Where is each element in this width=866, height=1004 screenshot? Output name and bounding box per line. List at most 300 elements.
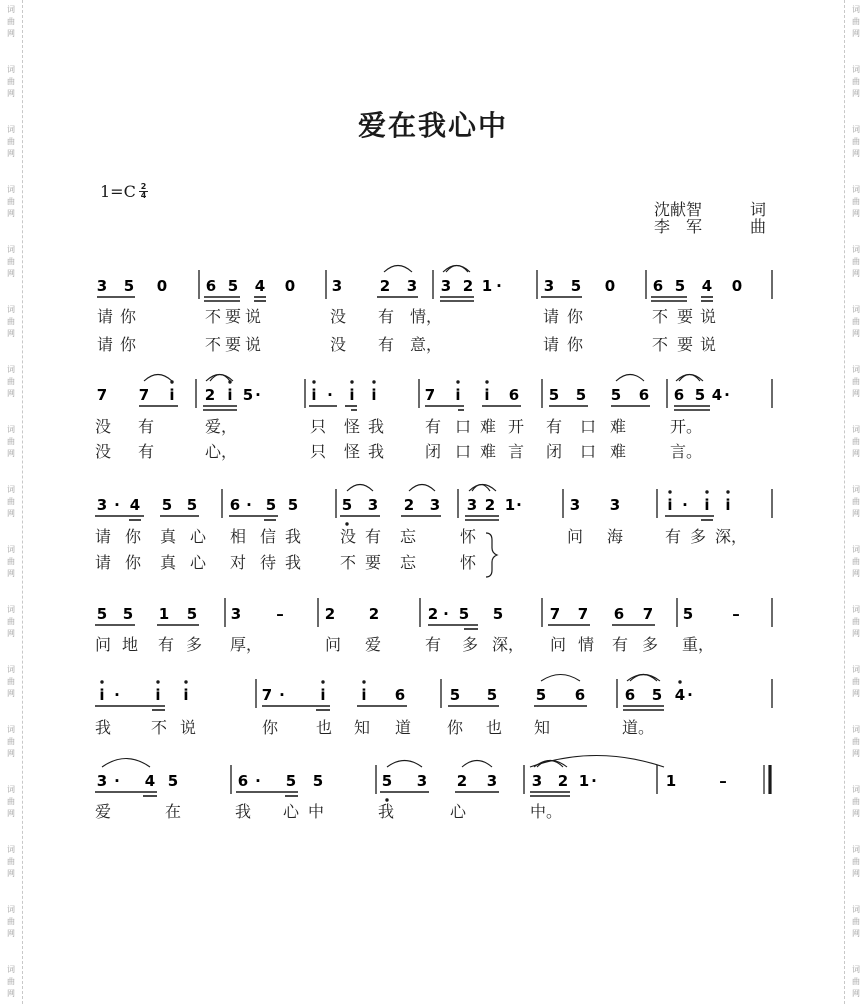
time-signature-top: 2 [140, 182, 147, 191]
lyric-syllable: 在 [165, 802, 182, 821]
watermark-char: 网 [7, 809, 15, 818]
watermark-char: 曲 [852, 77, 860, 86]
note: 3 [531, 772, 543, 790]
watermark-char: 网 [7, 149, 15, 158]
note: 5 [122, 605, 134, 623]
note: 6 [394, 686, 406, 704]
note: 3 [96, 496, 108, 514]
watermark-char: 词 [7, 425, 15, 434]
lyric-syllable: 有 [378, 307, 395, 326]
lyric-syllable: 也 [486, 718, 503, 737]
note: 3 [406, 277, 418, 295]
lyric-syllable: 要 [677, 307, 694, 326]
lyric-syllable: 你 [125, 553, 142, 572]
watermark-char: 词 [852, 305, 860, 314]
note: i [455, 386, 461, 404]
lyric-syllable: 口 [455, 442, 472, 461]
watermark-char: 网 [852, 389, 860, 398]
note: 1 [578, 772, 590, 790]
watermark-char: 曲 [852, 437, 860, 446]
note: 5 [312, 772, 324, 790]
note: 6 [673, 386, 685, 404]
watermark-char: 网 [852, 809, 860, 818]
augmentation-dot: · [496, 277, 502, 295]
slur-arc [630, 675, 657, 682]
note: i [361, 686, 367, 704]
note: 6 [237, 772, 249, 790]
lyric-syllable: 你 [567, 335, 584, 354]
lyric-syllable: 厚， [230, 635, 263, 654]
augmentation-dot: · [591, 772, 597, 790]
watermark-char: 网 [852, 629, 860, 638]
lyric-syllable: 口 [580, 417, 597, 436]
lyric-syllable: 没 [95, 417, 112, 436]
octave-dot-above [312, 380, 315, 383]
note: 6 [624, 686, 636, 704]
lyric-syllable: 难 [610, 417, 627, 436]
note: 4 [701, 277, 713, 295]
note: 2 [403, 496, 415, 514]
augmentation-dot: · [255, 386, 261, 404]
lyric-syllable: 请 [97, 335, 114, 354]
watermark-char: 曲 [7, 377, 15, 386]
watermark-char: 网 [852, 749, 860, 758]
watermark-char: 网 [852, 329, 860, 338]
lyric-syllable: 你 [120, 335, 137, 354]
watermark-char: 曲 [852, 677, 860, 686]
lyric-syllable: 说 [700, 307, 717, 326]
note: 5 [265, 496, 277, 514]
watermark-char: 网 [852, 89, 860, 98]
watermark-char: 词 [852, 545, 860, 554]
note: 3 [331, 277, 343, 295]
watermark-char: 曲 [7, 617, 15, 626]
augmentation-dot: · [114, 772, 120, 790]
watermark-char: 词 [852, 605, 860, 614]
watermark-char: 网 [852, 569, 860, 578]
lyric-syllable: 闭 [425, 442, 442, 461]
note: 5 [535, 686, 547, 704]
lyric-syllable: 爱 [95, 802, 112, 821]
note: 5 [123, 277, 135, 295]
note: 1 [481, 277, 493, 295]
watermark-char: 曲 [852, 557, 860, 566]
note: 5 [458, 605, 470, 623]
note: i [99, 686, 105, 704]
lyric-syllable: 说 [700, 335, 717, 354]
lyric-syllable: 爱， [205, 417, 238, 436]
watermark-char: 曲 [852, 17, 860, 26]
watermark-char: 曲 [852, 857, 860, 866]
watermark-char: 词 [7, 605, 15, 614]
note: 5 [486, 686, 498, 704]
lyric-syllable: 有 [378, 335, 395, 354]
lyric-syllable: 我 [235, 802, 252, 821]
watermark-char: 网 [7, 929, 15, 938]
octave-dot-above [321, 680, 324, 683]
watermark-char: 网 [7, 629, 15, 638]
lyric-syllable: 不 [151, 718, 168, 737]
note: 3 [96, 772, 108, 790]
lyric-syllable: 请 [95, 553, 112, 572]
note: 5 [285, 772, 297, 790]
watermark-char: 词 [852, 425, 860, 434]
watermark-char: 网 [852, 929, 860, 938]
watermark-char: 曲 [852, 377, 860, 386]
lyric-syllable: 待 [260, 553, 277, 572]
note: 4 [144, 772, 156, 790]
watermark-char: 词 [852, 365, 860, 374]
lyric-syllable: 难 [610, 442, 627, 461]
slur-arc [144, 375, 172, 382]
note: 2 [427, 605, 439, 623]
octave-dot-above [184, 680, 187, 683]
lyric-syllable: 问 [550, 635, 567, 654]
watermark-char: 曲 [852, 797, 860, 806]
lyric-syllable: 开。 [670, 417, 703, 436]
augmentation-dot: · [255, 772, 261, 790]
watermark-char: 曲 [7, 197, 15, 206]
dash-extension: – [732, 605, 740, 623]
note: 4 [711, 386, 723, 404]
lyric-syllable: 忘 [400, 527, 417, 546]
note: i [725, 496, 731, 514]
note: 7 [577, 605, 589, 623]
watermark-char: 网 [852, 149, 860, 158]
watermark-char: 曲 [852, 617, 860, 626]
watermark-char: 曲 [852, 977, 860, 986]
lyric-syllable: 知 [534, 718, 551, 737]
lyric-syllable: 有 [425, 635, 442, 654]
watermark-char: 词 [7, 365, 15, 374]
lyric-syllable: 心 [190, 527, 207, 546]
octave-dot-above [678, 680, 681, 683]
octave-dot-above [350, 380, 353, 383]
slur-arc [102, 759, 150, 768]
note: 3 [486, 772, 498, 790]
octave-dot-above [705, 490, 708, 493]
lyric-syllable: 口 [580, 442, 597, 461]
lyric-syllable: 有 [158, 635, 175, 654]
watermark-char: 词 [852, 5, 860, 14]
note: 0 [156, 277, 168, 295]
lyric-syllable: 问 [567, 527, 584, 546]
watermark-char: 词 [7, 185, 15, 194]
watermark-char: 网 [7, 29, 15, 38]
lyric-syllable: 也 [316, 718, 333, 737]
watermark-char: 网 [7, 569, 15, 578]
slur-arc [627, 675, 660, 682]
octave-dot-above [726, 490, 729, 493]
note: 5 [651, 686, 663, 704]
lyric-syllable: 心， [205, 442, 238, 461]
watermark-char: 网 [7, 509, 15, 518]
watermark-char: 网 [852, 209, 860, 218]
note: 0 [284, 277, 296, 295]
lyric-syllable: 说 [180, 718, 197, 737]
lyric-syllable: 闭 [546, 442, 563, 461]
watermark-char: 网 [852, 449, 860, 458]
note: 0 [731, 277, 743, 295]
note: 5 [167, 772, 179, 790]
lyric-syllable: 忘 [400, 553, 417, 572]
note: i [169, 386, 175, 404]
lyric-syllable: 有 [138, 442, 155, 461]
octave-dot-above [100, 680, 103, 683]
composer-role: 曲 [750, 217, 767, 236]
watermark-char: 曲 [7, 557, 15, 566]
watermark-char: 网 [852, 989, 860, 998]
note: 5 [610, 386, 622, 404]
lyric-syllable: 请 [97, 307, 114, 326]
watermark-char: 词 [7, 965, 15, 974]
lyric-syllable: 地 [122, 635, 139, 654]
watermark-char: 词 [7, 305, 15, 314]
note: 0 [604, 277, 616, 295]
lyric-syllable: 口 [455, 417, 472, 436]
lyricist-name: 沈献智 [654, 200, 703, 219]
lyric-syllable: 真 [160, 553, 177, 572]
watermark-char: 曲 [852, 497, 860, 506]
note: i [155, 686, 161, 704]
note: i [311, 386, 317, 404]
note: 4 [129, 496, 141, 514]
key-signature: 1=C [100, 182, 136, 201]
note: 5 [96, 605, 108, 623]
note: 6 [508, 386, 520, 404]
note: 5 [575, 386, 587, 404]
note: 2 [204, 386, 216, 404]
lyric-syllable: 心 [283, 802, 300, 821]
octave-dot-above [372, 380, 375, 383]
lyric-syllable: 难 [480, 442, 497, 461]
watermark-char: 词 [7, 65, 15, 74]
watermark-char: 曲 [852, 917, 860, 926]
lyric-syllable: 心 [450, 802, 467, 821]
augmentation-dot: · [246, 496, 252, 514]
lyric-syllable: 我 [378, 802, 395, 821]
lyric-syllable: 真 [160, 527, 177, 546]
lyric-syllable: 心 [190, 553, 207, 572]
lyric-syllable: 有 [138, 417, 155, 436]
note: 2 [379, 277, 391, 295]
watermark-char: 曲 [7, 977, 15, 986]
time-signature-bottom: 4 [140, 191, 147, 200]
note: 3 [96, 277, 108, 295]
watermark-char: 网 [7, 269, 15, 278]
lyric-syllable: 问 [95, 635, 112, 654]
note: i [227, 386, 233, 404]
lyric-syllable: 多 [690, 527, 707, 546]
note: 1 [504, 496, 516, 514]
watermark-char: 曲 [7, 77, 15, 86]
watermark-char: 网 [7, 209, 15, 218]
lyric-syllable: 重， [682, 635, 715, 654]
watermark-char: 词 [7, 845, 15, 854]
note: 6 [638, 386, 650, 404]
note: 3 [609, 496, 621, 514]
lyric-syllable: 没 [330, 335, 347, 354]
song-title: 爱在我心中 [357, 109, 508, 142]
watermark-char: 网 [852, 269, 860, 278]
octave-dot-above [362, 680, 365, 683]
slur-arc [347, 485, 373, 492]
note: 7 [424, 386, 436, 404]
lyric-syllable: 不 [340, 553, 357, 572]
watermark-char: 网 [7, 989, 15, 998]
slur-arc [409, 485, 435, 492]
note: 3 [569, 496, 581, 514]
note: i [704, 496, 710, 514]
watermark-char: 词 [852, 125, 860, 134]
lyric-syllable: 说 [245, 307, 262, 326]
lyric-syllable: 情 [578, 635, 595, 654]
note: 6 [229, 496, 241, 514]
note: 5 [548, 386, 560, 404]
watermark-char: 曲 [852, 257, 860, 266]
note: i [371, 386, 377, 404]
lyric-syllable: 没 [330, 307, 347, 326]
note: 3 [230, 605, 242, 623]
watermark-char: 网 [7, 329, 15, 338]
watermark-char: 词 [852, 725, 860, 734]
watermark-char: 网 [7, 689, 15, 698]
lyric-syllable: 不 [652, 307, 669, 326]
lyric-syllable: 怪 [344, 417, 361, 436]
watermark-char: 词 [852, 185, 860, 194]
note: 7 [138, 386, 150, 404]
lyric-syllable: 问 [325, 635, 342, 654]
lyric-syllable: 要 [677, 335, 694, 354]
augmentation-dot: · [114, 686, 120, 704]
watermark-char: 词 [852, 245, 860, 254]
lyric-syllable: 难 [480, 417, 497, 436]
lyric-syllable: 你 [125, 527, 142, 546]
lyric-syllable: 请 [543, 307, 560, 326]
note: 5 [186, 605, 198, 623]
note: 2 [484, 496, 496, 514]
note: 2 [462, 277, 474, 295]
watermark-char: 词 [7, 485, 15, 494]
watermark-char: 词 [7, 545, 15, 554]
note: 5 [682, 605, 694, 623]
note: 5 [227, 277, 239, 295]
watermark-char: 网 [852, 509, 860, 518]
watermark-char: 曲 [852, 737, 860, 746]
watermark-char: 曲 [852, 137, 860, 146]
watermark-char: 网 [852, 689, 860, 698]
lyric-syllable: 要 [225, 335, 242, 354]
note: 5 [186, 496, 198, 514]
lyricist-role: 词 [750, 200, 767, 219]
watermark-char: 词 [852, 845, 860, 854]
lyric-syllable: 有 [612, 635, 629, 654]
augmentation-dot: · [687, 686, 693, 704]
watermark-char: 曲 [7, 797, 15, 806]
lyric-syllable: 中。 [530, 802, 563, 821]
octave-dot-above [485, 380, 488, 383]
watermark-char: 网 [7, 449, 15, 458]
note: 4 [674, 686, 686, 704]
watermark-char: 词 [852, 965, 860, 974]
lyric-syllable: 信 [260, 527, 277, 546]
lyric-syllable: 深， [492, 635, 525, 654]
lyric-syllable: 只 [310, 442, 327, 461]
note: 5 [449, 686, 461, 704]
note: 5 [287, 496, 299, 514]
note: 2 [368, 605, 380, 623]
watermark-char: 曲 [852, 197, 860, 206]
lyric-syllable: 有 [425, 417, 442, 436]
lyric-syllable: 有 [665, 527, 682, 546]
lyric-syllable: 我 [368, 442, 385, 461]
augmentation-dot: · [516, 496, 522, 514]
long-slur-arc [530, 756, 664, 768]
augmentation-dot: · [443, 605, 449, 623]
watermark-char: 曲 [7, 497, 15, 506]
composer-name: 李 军 [654, 217, 703, 236]
watermark-char: 网 [852, 869, 860, 878]
note: i [320, 686, 326, 704]
lyric-syllable: 不 [205, 335, 222, 354]
lyric-syllable: 对 [230, 553, 247, 572]
lyric-syllable: 道 [395, 718, 412, 737]
watermark-char: 曲 [7, 137, 15, 146]
watermark-char: 曲 [7, 317, 15, 326]
note: 3 [367, 496, 379, 514]
lyric-syllable: 怪 [344, 442, 361, 461]
slur-arc [616, 375, 644, 382]
lyric-syllable: 意， [410, 335, 443, 354]
watermark-char: 词 [7, 725, 15, 734]
note: 5 [570, 277, 582, 295]
watermark-char: 网 [7, 749, 15, 758]
lyric-syllable: 要 [225, 307, 242, 326]
lyric-syllable: 怀 [460, 553, 477, 572]
note: 5 [161, 496, 173, 514]
slur-arc [384, 266, 412, 273]
watermark-char: 网 [7, 89, 15, 98]
watermark-char: 词 [7, 125, 15, 134]
note: 5 [381, 772, 393, 790]
note: 7 [549, 605, 561, 623]
note: i [484, 386, 490, 404]
lyric-syllable: 我 [285, 527, 302, 546]
watermark-char: 词 [7, 905, 15, 914]
slur-arc [446, 266, 468, 273]
note: 3 [429, 496, 441, 514]
lyric-syllable: 我 [285, 553, 302, 572]
octave-dot-above [668, 490, 671, 493]
watermark-char: 网 [852, 29, 860, 38]
note: 1 [665, 772, 677, 790]
lyric-syllable: 你 [120, 307, 137, 326]
augmentation-dot: · [114, 496, 120, 514]
augmentation-dot: · [327, 386, 333, 404]
augmentation-dot: · [682, 496, 688, 514]
lyric-syllable: 怀 [460, 527, 477, 546]
watermark-char: 词 [7, 245, 15, 254]
lyric-syllable: 我 [95, 718, 112, 737]
dash-extension: – [276, 605, 284, 623]
lyric-syllable: 没 [340, 527, 357, 546]
octave-dot-below [345, 522, 348, 525]
note: 5 [674, 277, 686, 295]
note: 6 [652, 277, 664, 295]
augmentation-dot: · [279, 686, 285, 704]
lyric-syllable: 说 [245, 335, 262, 354]
note: 3 [543, 277, 555, 295]
